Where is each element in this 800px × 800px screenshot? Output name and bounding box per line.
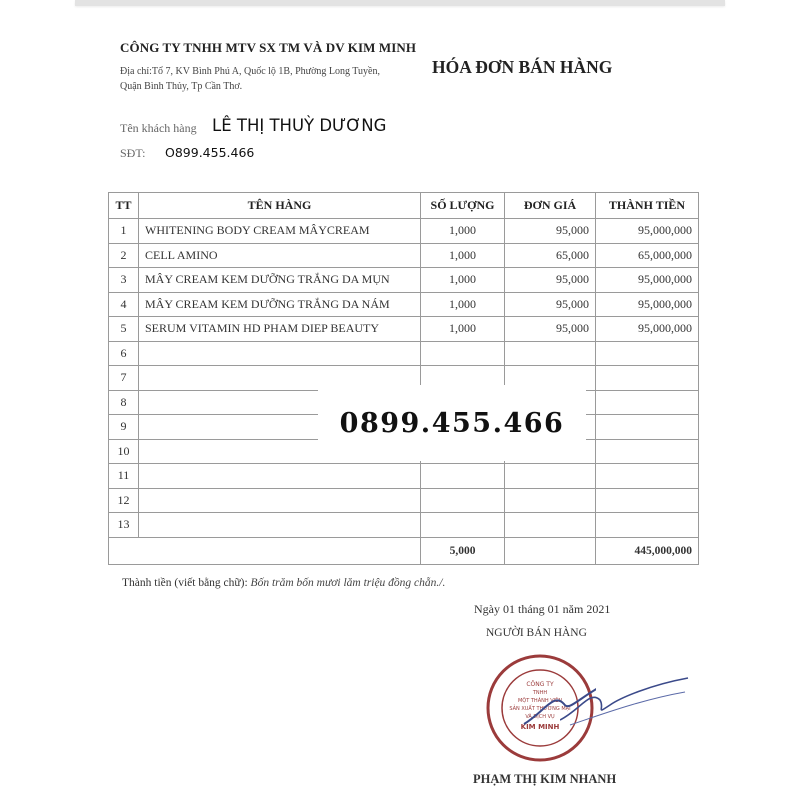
item-price xyxy=(505,488,596,513)
item-qty: 1,000 xyxy=(421,219,505,244)
svg-text:SẢN XUẤT THƯƠNG MẠI: SẢN XUẤT THƯƠNG MẠI xyxy=(509,706,571,712)
top-edge-bar xyxy=(75,0,725,6)
table-row xyxy=(109,268,699,293)
seller-label: NGƯỜI BÁN HÀNG xyxy=(486,627,587,639)
signer-name: PHẠM THỊ KIM NHANH xyxy=(473,772,617,786)
phone-value: O899.455.466 xyxy=(165,145,255,160)
item-qty xyxy=(421,488,505,513)
item-total: 95,000,000 xyxy=(596,268,699,293)
amount-in-words-label: Thành tiền (viết bằng chữ): xyxy=(122,577,248,589)
item-total xyxy=(596,488,699,513)
col-header-tt: TT xyxy=(109,193,139,219)
col-header-price: ĐƠN GIÁ xyxy=(505,193,596,219)
total-row xyxy=(109,537,699,564)
table-row xyxy=(109,488,699,513)
row-number: 4 xyxy=(109,292,139,317)
item-total: 95,000,000 xyxy=(596,317,699,342)
amount-in-words xyxy=(122,577,445,589)
address-line-1: Địa chỉ:Tổ 7, KV Bình Phú A, Quốc lộ 1B, Phường Long Tuyền, xyxy=(120,66,380,77)
item-name: CELL AMINO xyxy=(139,243,421,268)
row-number: 13 xyxy=(109,513,139,538)
row-number: 5 xyxy=(109,317,139,342)
col-header-qty: SỐ LƯỢNG xyxy=(421,193,505,219)
item-price xyxy=(505,341,596,366)
table-row xyxy=(109,513,699,538)
item-price: 95,000 xyxy=(505,219,596,244)
grand-total: 445,000,000 xyxy=(596,537,699,564)
row-number: 7 xyxy=(109,366,139,391)
item-price: 95,000 xyxy=(505,317,596,342)
item-total: 95,000,000 xyxy=(596,219,699,244)
item-total: 95,000,000 xyxy=(596,292,699,317)
row-number: 8 xyxy=(109,390,139,415)
overlay-phone-text: 0899.455.466 xyxy=(339,407,565,439)
phone-watermark-overlay xyxy=(318,385,586,461)
item-qty xyxy=(421,341,505,366)
table-row xyxy=(109,243,699,268)
invoice-date: Ngày 01 tháng 01 năm 2021 xyxy=(474,602,611,616)
item-qty: 1,000 xyxy=(421,268,505,293)
svg-text:VÀ DỊCH VỤ: VÀ DỊCH VỤ xyxy=(525,714,555,720)
item-name: WHITENING BODY CREAM MÂYCREAM xyxy=(139,219,421,244)
total-row-label xyxy=(109,537,421,564)
item-qty: 1,000 xyxy=(421,292,505,317)
table-row xyxy=(109,317,699,342)
customer-name: LÊ THỊ THUỲ DƯƠNG xyxy=(212,116,387,135)
item-price: 95,000 xyxy=(505,292,596,317)
svg-text:KIM MINH: KIM MINH xyxy=(520,723,560,731)
row-number: 12 xyxy=(109,488,139,513)
invoice-title: HÓA ĐƠN BÁN HÀNG xyxy=(432,57,613,77)
row-number: 9 xyxy=(109,415,139,440)
item-total xyxy=(596,439,699,464)
item-name xyxy=(139,341,421,366)
svg-text:CÔNG TY: CÔNG TY xyxy=(526,681,554,688)
address-line-2: Quận Bình Thủy, Tp Cần Thơ. xyxy=(120,81,243,92)
item-price: 65,000 xyxy=(505,243,596,268)
item-price xyxy=(505,464,596,489)
svg-text:TNHH: TNHH xyxy=(532,690,548,696)
table-row xyxy=(109,464,699,489)
phone-label: SĐT: xyxy=(120,146,146,160)
company-name: CÔNG TY TNHH MTV SX TM VÀ DV KIM MINH xyxy=(120,40,417,55)
items-table xyxy=(108,192,699,565)
svg-text:MỘT THÀNH VIÊN: MỘT THÀNH VIÊN xyxy=(517,698,563,704)
row-number: 11 xyxy=(109,464,139,489)
item-name xyxy=(139,513,421,538)
company-address xyxy=(120,64,420,94)
table-header-row xyxy=(109,193,699,219)
item-total xyxy=(596,390,699,415)
amount-in-words-value: Bốn trăm bốn mươi lăm triệu đồng chẵn./. xyxy=(250,577,446,589)
signature-icon xyxy=(560,670,690,730)
row-number: 3 xyxy=(109,268,139,293)
table-row xyxy=(109,341,699,366)
col-header-name: TÊN HÀNG xyxy=(139,193,421,219)
item-total xyxy=(596,366,699,391)
row-number: 1 xyxy=(109,219,139,244)
item-total xyxy=(596,464,699,489)
table-row xyxy=(109,292,699,317)
total-qty: 5,000 xyxy=(421,537,505,564)
item-total xyxy=(596,415,699,440)
item-qty: 1,000 xyxy=(421,317,505,342)
table-row xyxy=(109,219,699,244)
item-name: SERUM VITAMIN HD PHAM DIEP BEAUTY xyxy=(139,317,421,342)
item-total xyxy=(596,513,699,538)
item-qty xyxy=(421,513,505,538)
item-qty: 1,000 xyxy=(421,243,505,268)
row-number: 6 xyxy=(109,341,139,366)
item-total: 65,000,000 xyxy=(596,243,699,268)
col-header-total: THÀNH TIỀN xyxy=(596,193,699,219)
total-price-empty xyxy=(505,537,596,564)
item-total xyxy=(596,341,699,366)
item-qty xyxy=(421,464,505,489)
item-price: 95,000 xyxy=(505,268,596,293)
item-name xyxy=(139,464,421,489)
row-number: 10 xyxy=(109,439,139,464)
item-price xyxy=(505,513,596,538)
item-name: MÂY CREAM KEM DƯỠNG TRẮNG DA MỤN xyxy=(139,268,421,293)
customer-name-label: Tên khách hàng xyxy=(120,121,197,135)
item-name: MÂY CREAM KEM DƯỠNG TRẮNG DA NÁM xyxy=(139,292,421,317)
row-number: 2 xyxy=(109,243,139,268)
item-name xyxy=(139,488,421,513)
